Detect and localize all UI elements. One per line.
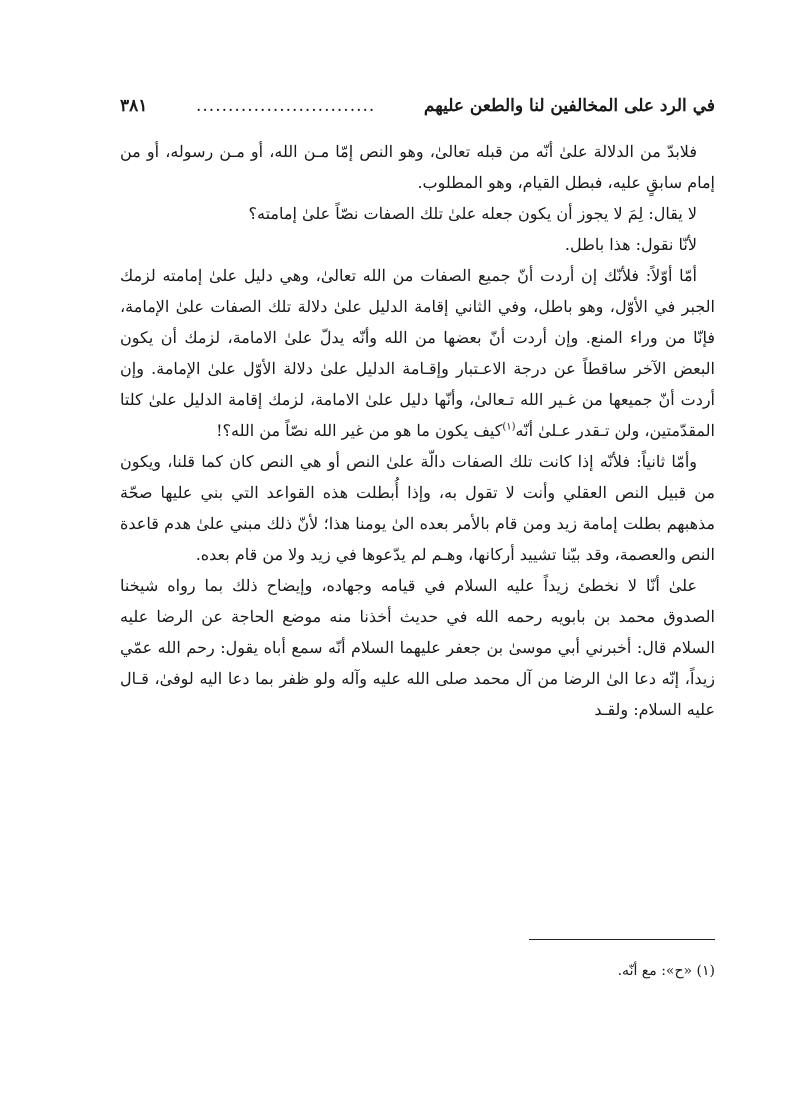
paragraph-4 (120, 260, 715, 446)
paragraph-6: علىٰ أنّا لا نخطئ زيداً عليه السلام في قيامه وجهاده، وإيضاح ذلك بما رواه شيخنا الصدوق محمد بن بابويه رحمه الله في حديث أخذنا منه موضع الحاجة عن الرضا عليه السلام قال: أخبرني أبي موسىٰ بن جعفر عليهما السلام أنّه سمع أباه يقول: رحم الله عمّي زيداً، إنّه دعا الىٰ الرضا من آل محمد صلى الله عليه وآله ولو ظفر بما دعا اليه لوفىٰ، قـال عليه السلام: ولقـد (120, 576, 715, 719)
footnote-reference[interactable]: (١) (502, 421, 516, 433)
footnote: (١) «ح»: مع أنّه. (617, 963, 715, 979)
page-number: ٣٨١ (120, 96, 148, 116)
running-header (120, 96, 715, 130)
header-dot-leader: ............................ (196, 96, 376, 116)
paragraph-2: لا يقال: لِمَ لا يجوز أن يكون جعله علىٰ تلك الصفات نصّاً علىٰ إمامته؟ (248, 204, 697, 223)
footnote-divider (529, 939, 715, 940)
header-title: في الرد على المخالفين لنا والطعن عليهم (423, 96, 715, 116)
paragraph-4-text: أمّا أوّلاً: فلأنّك إن أردت أنّ جميع الصفات من الله تعالىٰ، وهي دليل علىٰ إمامته لزمك الجبر في الأوّل، وهو باطل، وفي الثاني إقامة الدليل علىٰ دلالة تلك الصفات علىٰ الإمامة، فإنّا من وراء المنع. وإن أردت أنّ بعضها من الله وأنّه يدلّ علىٰ الامامة، لزمك أن يكون البعض الآخر ساقطاً عن درجة الاعـتبار وإقـامة الدليل علىٰ دلالة الأوّل علىٰ الإمامة. وإن أردت أنّ جميعها من غـير الله تـعالىٰ، وأنّها دليل علىٰ الامامة، لزمك إقامة الدليل علىٰ كلتا المقدّمتين، ولن تـقدر عـلىٰ أنّه (120, 266, 715, 440)
body-text (120, 136, 715, 725)
paragraph-4-tail: كيف يكون ما هو من غير الله نصّاً من الله؟! (216, 421, 503, 440)
book-page (120, 96, 715, 1106)
paragraph-3: لأنّا نقول: هذا باطل. (564, 235, 697, 254)
paragraph-1: فلابدّ من الدلالة علىٰ أنّه من قبله تعالىٰ، وهو النص إمّا مـن الله، أو مـن رسوله، أو من إمام سابقٍ عليه، فبطل القيام، وهو المطلوب. (120, 142, 715, 192)
paragraph-5: وأمّا ثانياً: فلأنّه إذا كانت تلك الصفات دالّة علىٰ النص أو هي النص كان كما قلنا، ويكون من قبيل النص العقلي وأنت لا تقول به، وإذا أُبطلت هذه القواعد التي بني عليها صحّة مذهبهم بطلت إمامة زيد ومن قام بالأمر بعده الىٰ يومنا هذا؛ لأنّ ذلك مبني علىٰ هدم قاعدة النص والعصمة، وقد بيّنا تشييد أركانها، وهـم لم يدّعوها في زيد ولا من قام بعده. (120, 452, 715, 564)
